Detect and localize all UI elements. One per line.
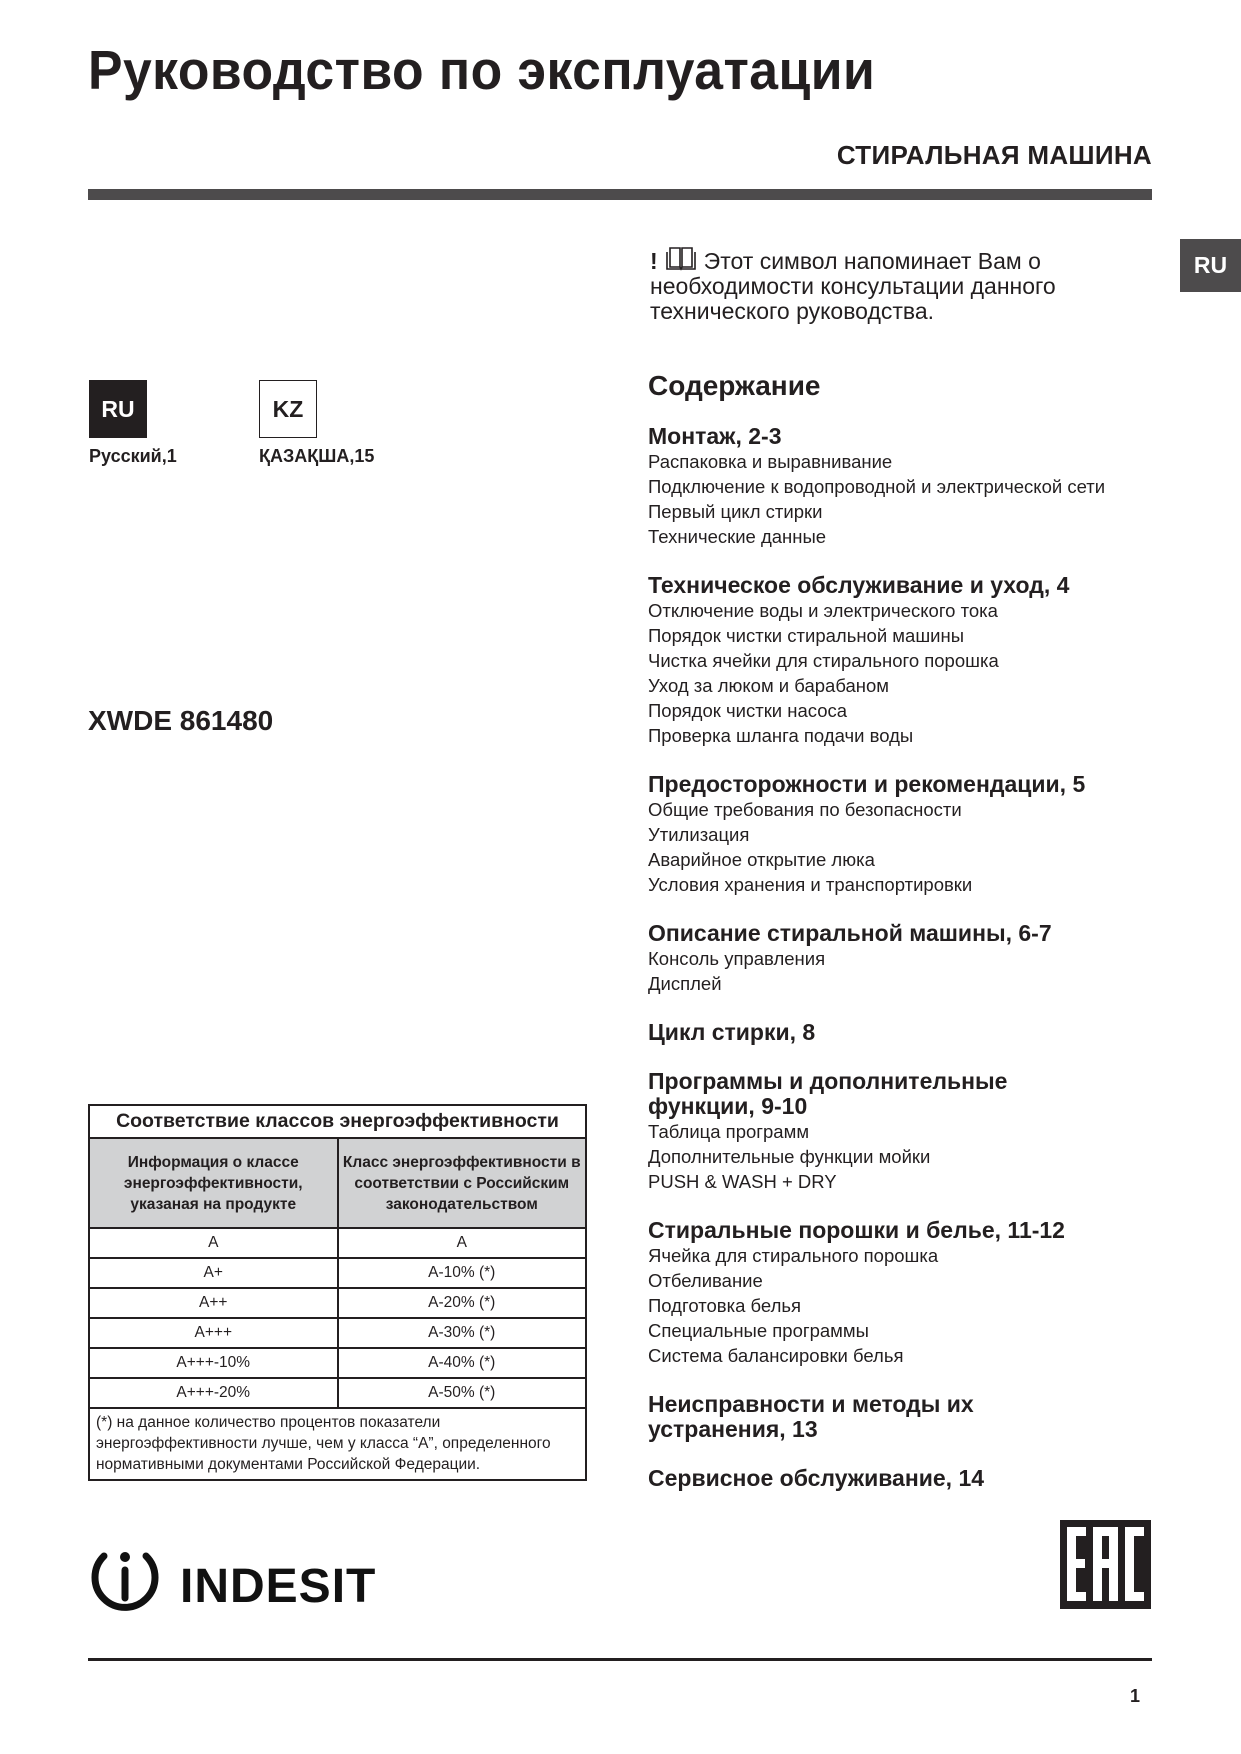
toc-item[interactable]: Консоль управления <box>648 948 826 969</box>
table-cell: A-30% (*) <box>338 1318 587 1348</box>
table-cell: A++ <box>89 1288 338 1318</box>
table-row <box>89 1348 586 1378</box>
table-cell: A+++-20% <box>89 1378 338 1408</box>
toc-item[interactable]: Дисплей <box>648 973 722 994</box>
toc-heading[interactable]: Сервисное обслуживание, 14 <box>648 1465 985 1491</box>
toc-heading[interactable]: Цикл стирки, 8 <box>648 1019 816 1045</box>
toc-item[interactable]: Технические данные <box>648 526 827 547</box>
toc-heading[interactable]: Программы и дополнительные функции, 9-10 <box>648 1068 1008 1119</box>
toc-title: Содержание <box>648 370 821 401</box>
brand-name: INDESIT <box>180 1560 377 1613</box>
table-cell: A-40% (*) <box>338 1348 587 1378</box>
toc-section-wash-cycle <box>648 1020 1168 1045</box>
toc-item[interactable]: PUSH & WASH + DRY <box>648 1171 837 1192</box>
eac-mark-icon <box>1060 1520 1151 1609</box>
page-number: 1 <box>1130 1686 1141 1706</box>
toc-item[interactable]: Чистка ячейки для стирального порошка <box>648 650 999 671</box>
toc-item[interactable]: Аварийное открытие люка <box>648 849 875 870</box>
toc-item[interactable]: Дополнительные функции мойки <box>648 1146 931 1167</box>
toc-item[interactable]: Порядок чистки насоса <box>648 700 848 721</box>
table-row <box>89 1318 586 1348</box>
toc-item[interactable]: Специальные программы <box>648 1320 869 1341</box>
toc-item[interactable]: Условия хранения и транспортировки <box>648 874 973 895</box>
table-cell: A <box>338 1228 587 1258</box>
table-cell: A+++-10% <box>89 1348 338 1378</box>
toc-section-troubleshooting <box>648 1392 1168 1442</box>
toc-section-programs <box>648 1069 1168 1194</box>
toc-section-precautions <box>648 772 1168 897</box>
toc-heading[interactable]: Неисправности и методы их устранения, 13 <box>648 1391 974 1442</box>
language-badge-ru[interactable]: RU <box>89 380 147 438</box>
indesit-logo <box>88 1540 388 1616</box>
toc-item[interactable]: Таблица программ <box>648 1121 810 1142</box>
toc-heading[interactable]: Монтаж, 2-3 <box>648 423 782 449</box>
product-type: СТИРАЛЬНАЯ МАШИНА <box>836 140 1152 170</box>
table-cell: A+++ <box>89 1318 338 1348</box>
toc-item[interactable]: Уход за люком и барабаном <box>648 675 890 696</box>
toc-section-description <box>648 921 1168 996</box>
toc-section-installation <box>648 424 1168 549</box>
toc-section-service <box>648 1466 1168 1491</box>
table-cell: A-50% (*) <box>338 1378 587 1408</box>
table-cell: A+ <box>89 1258 338 1288</box>
toc-section-maintenance <box>648 573 1168 748</box>
table-row <box>89 1378 586 1408</box>
toc-item[interactable]: Отбеливание <box>648 1270 763 1291</box>
notice-text: Этот символ напоминает Вам о необходимости консультации данного технического руководства. <box>650 248 1056 324</box>
table-cell: A-10% (*) <box>338 1258 587 1288</box>
table-caption: Соответствие классов энергоэффективности <box>89 1105 586 1138</box>
toc-item[interactable]: Подключение к водопроводной и электрической сети <box>648 476 1106 497</box>
manual-notice <box>650 246 1150 324</box>
toc-heading[interactable]: Стиральные порошки и белье, 11-12 <box>648 1217 1065 1243</box>
language-link-ru[interactable]: Русский,1 <box>89 446 177 466</box>
energy-class-table <box>88 1104 587 1481</box>
toc-item[interactable]: Ячейка для стирального порошка <box>648 1245 939 1266</box>
toc-item[interactable]: Система балансировки белья <box>648 1345 904 1366</box>
toc-section-detergents <box>648 1218 1168 1368</box>
toc-item[interactable]: Первый цикл стирки <box>648 501 823 522</box>
table-cell: A <box>89 1228 338 1258</box>
toc-heading[interactable]: Предосторожности и рекомендации, 5 <box>648 771 1086 797</box>
toc-item[interactable]: Порядок чистки стиральной машины <box>648 625 965 646</box>
toc-heading[interactable]: Техническое обслуживание и уход, 4 <box>648 572 1070 598</box>
column-header: Информация о классе энергоэффективности, указаная на продукте <box>89 1138 338 1228</box>
header-divider <box>88 189 1152 200</box>
table-row <box>89 1288 586 1318</box>
table-of-contents <box>648 370 1168 1515</box>
table-row <box>89 1258 586 1288</box>
toc-heading[interactable]: Описание стиральной машины, 6-7 <box>648 920 1052 946</box>
toc-item[interactable]: Отключение воды и электрического тока <box>648 600 998 621</box>
toc-item[interactable]: Подготовка белья <box>648 1295 802 1316</box>
language-link-kz[interactable]: ҚАЗАҚША,15 <box>259 446 375 466</box>
toc-item[interactable]: Распаковка и выравнивание <box>648 451 893 472</box>
footer-divider <box>88 1658 1152 1661</box>
toc-item[interactable]: Проверка шланга подачи воды <box>648 725 914 746</box>
table-footnote: (*) на данное количество процентов показатели энергоэффективности лучше, чем у класса “A”, определенного нормативными документами Российской Федерации. <box>89 1408 586 1480</box>
model-number: XWDE 861480 <box>88 705 274 736</box>
toc-item[interactable]: Общие требования по безопасности <box>648 799 962 820</box>
table-cell: A-20% (*) <box>338 1288 587 1318</box>
page-title: Руководство по эксплуатации <box>88 39 876 101</box>
exclamation-mark: ! <box>650 248 658 274</box>
language-badge-kz[interactable]: KZ <box>259 380 317 438</box>
column-header: Класс энергоэффективности в соответствии с Российским законодательством <box>338 1138 587 1228</box>
table-row <box>89 1228 586 1258</box>
book-icon <box>664 246 698 272</box>
toc-item[interactable]: Утилизация <box>648 824 750 845</box>
language-tab-ru: RU <box>1180 239 1241 292</box>
